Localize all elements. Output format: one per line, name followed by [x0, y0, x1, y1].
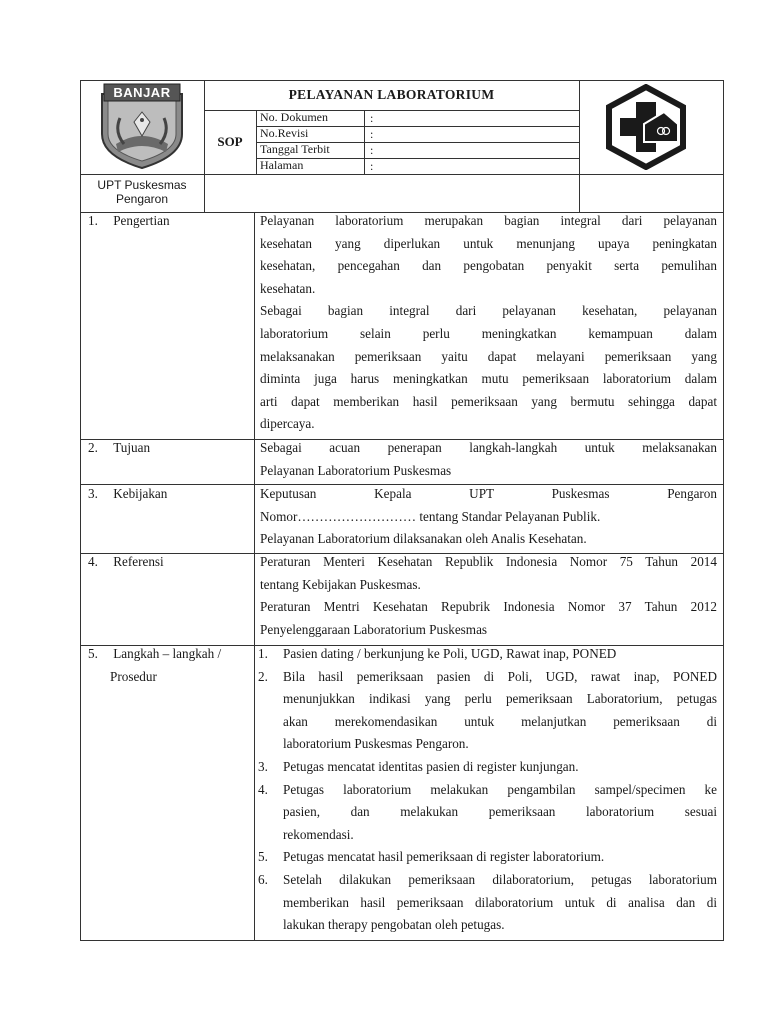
section-number: 5. — [88, 646, 98, 661]
step-number: 6. — [258, 871, 268, 887]
text-line: Peraturan Menteri Kesehatan Republik Indonesia Nomor 75 Tahun 2014 — [260, 554, 717, 569]
field-no-dokumen-label: No. Dokumen — [260, 110, 328, 124]
section-title: Pengertian — [113, 213, 170, 228]
step-number: 3. — [258, 758, 268, 774]
logo-banjar-text: BANJAR — [113, 85, 171, 100]
section-prosedur-steps — [258, 643, 717, 937]
sop-label: SOP — [217, 134, 243, 149]
text-line: lakukan therapy pengobatan oleh petugas. — [283, 917, 505, 933]
text-line: dipercaya. — [260, 416, 315, 432]
text-line: Pelayanan Laboratorium Puskesmas — [260, 462, 452, 478]
text-line: Petugas mencatat identitas pasien di register kunjungan. — [283, 758, 579, 774]
field-no-revisi-value: : — [370, 127, 374, 141]
section-title-line2: Prosedur — [110, 668, 157, 684]
section-title: Tujuan — [113, 440, 151, 455]
section-referensi-heading — [88, 551, 164, 574]
document-title: PELAYANAN LABORATORIUM — [288, 87, 495, 102]
text-line: Nomor……………………… tentang Standar Pelayanan Publik. — [260, 508, 601, 524]
field-tanggal-terbit-value: : — [370, 143, 374, 157]
text-line: Pelayanan laboratorium merupakan bagian integral dari pelayanan — [260, 213, 717, 228]
text-line: Petugas mencatat hasil pemeriksaan di register laboratorium. — [283, 849, 605, 865]
text-line: diminta juga harus meningkatkan mutu pemeriksaan laboratorium dalam — [260, 371, 717, 387]
text-line: kesehatan yang diperlukan untuk menunjang upaya peningkatan — [260, 235, 717, 251]
step-item — [258, 666, 717, 756]
step-number: 1. — [258, 646, 268, 661]
step-item — [258, 779, 717, 847]
text-line: rekomendasi. — [283, 826, 354, 842]
text-line: tentang Kebijakan Puskesmas. — [260, 576, 421, 592]
text-line: kesehatan, pencegahan dan pengobatan penyakit serta pemulihan — [260, 258, 717, 274]
text-line: Setelah dilakukan pemeriksaan dilaboratorium, petugas laboratorium — [283, 871, 717, 887]
text-line: menunjukkan indikasi yang perlu pemeriksaan Laboratorium, petugas — [283, 691, 717, 707]
text-line: akan merekomendasikan untuk melanjutkan pemeriksaan di — [283, 713, 717, 729]
text-line: memberikan hasil pemeriksaan dilaboratorium untuk di analisa dan di — [283, 894, 717, 910]
section-kebijakan-body — [260, 483, 717, 551]
text-line: Sebagai bagian integral dari pelayanan kesehatan, pelayanan — [260, 303, 717, 319]
section-title: Referensi — [113, 554, 164, 569]
step-number: 4. — [258, 781, 268, 797]
step-item — [258, 756, 717, 779]
text-line: laboratorium selain perlu meningkatkan kemampuan dalam — [260, 325, 717, 341]
text-line: melaksanakan pemeriksaan yaitu dapat melayani pemeriksaan yang — [260, 348, 717, 364]
org-name-line1: UPT Puskesmas — [97, 178, 187, 192]
text-line: Bila hasil pemeriksaan pasien di Poli, UGD, rawat inap, PONED — [283, 668, 717, 684]
section-number: 1. — [88, 213, 98, 228]
text-line: Pasien dating / berkunjung ke Poli, UGD, Rawat inap, PONED — [283, 646, 617, 661]
section-tujuan-heading — [88, 437, 150, 460]
section-pengertian-heading — [88, 210, 170, 233]
banjar-emblem-logo — [96, 82, 188, 170]
text-line: Keputusan Kepala UPT Puskesmas Pengaron — [260, 486, 717, 501]
org-name-line2: Pengaron — [115, 192, 169, 206]
text-line: Sebagai acuan penerapan langkah-langkah untuk melaksanakan — [260, 440, 717, 455]
section-number: 2. — [88, 440, 98, 455]
step-number: 2. — [258, 668, 268, 684]
section-number: 3. — [88, 486, 98, 501]
section-pengertian-body — [260, 210, 717, 436]
section-number: 4. — [88, 554, 98, 569]
step-number: 5. — [258, 849, 268, 865]
step-item — [258, 846, 717, 869]
section-tujuan-body — [260, 437, 717, 482]
field-halaman-value: : — [370, 159, 374, 173]
section-referensi-body — [260, 551, 717, 641]
field-tanggal-terbit-label: Tanggal Terbit — [260, 142, 330, 156]
field-no-dokumen-value: : — [370, 111, 374, 125]
text-line: Penyelenggaraan Laboratorium Puskesmas — [260, 621, 488, 637]
step-item — [258, 869, 717, 937]
text-line: Pelayanan Laboratorium dilaksanakan oleh Analis Kesehatan. — [260, 531, 587, 547]
section-title: Kebijakan — [113, 486, 168, 501]
text-line: laboratorium Puskesmas Pengaron. — [283, 736, 469, 752]
text-line: Petugas laboratorium melakukan pengambilan sampel/specimen ke — [283, 781, 717, 797]
step-item — [258, 643, 717, 666]
text-line: Peraturan Mentri Kesehatan Repubrik Indonesia Nomor 37 Tahun 2012 — [260, 599, 717, 615]
field-no-revisi-label: No.Revisi — [260, 126, 309, 140]
text-line: kesehatan. — [260, 280, 316, 296]
section-title: Langkah – langkah / — [113, 646, 222, 661]
section-prosedur-heading — [88, 643, 252, 688]
field-halaman-label: Halaman — [260, 158, 304, 172]
text-line: arti dapat memberikan hasil pemeriksaan yang bermutu sehingga dapat — [260, 393, 717, 409]
puskesmas-logo — [604, 84, 688, 170]
text-line: pasien, dan melakukan pemeriksaan laboratorium sesuai — [283, 804, 717, 820]
section-kebijakan-heading — [88, 483, 167, 506]
